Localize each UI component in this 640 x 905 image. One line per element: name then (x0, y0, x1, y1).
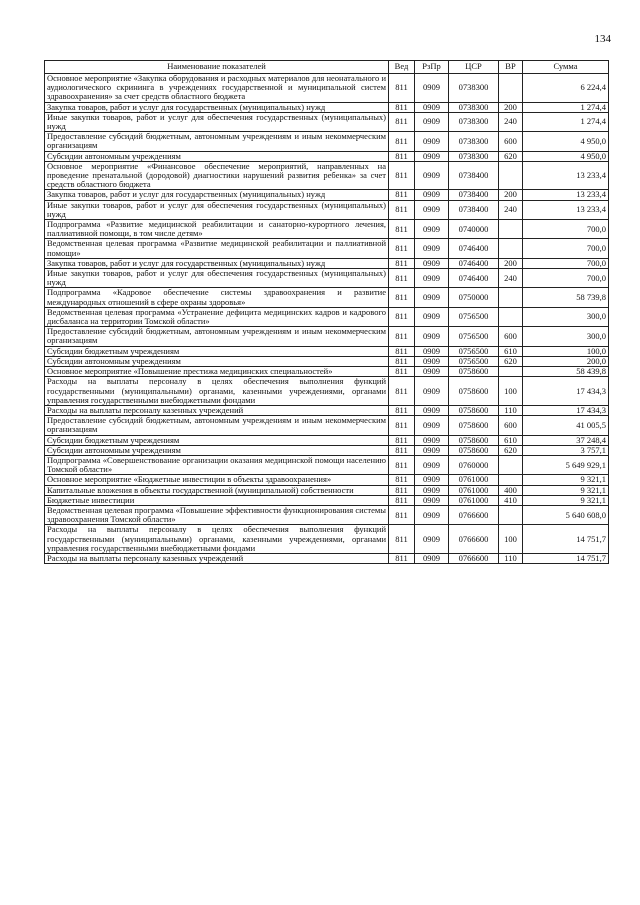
table-row (45, 367, 609, 377)
cell-name: Основное мероприятие «Повышение престижа медицинских специальностей» (45, 367, 389, 377)
cell-rzpr: 0909 (415, 405, 449, 415)
cell-name: Подпрограмма «Совершенствование организации оказания медицинской помощи населению Томской области» (45, 455, 389, 474)
cell-sum: 58 439,8 (523, 367, 609, 377)
cell-ved: 811 (389, 367, 415, 377)
cell-sum: 17 434,3 (523, 405, 609, 415)
cell-name: Иные закупки товаров, работ и услуг для обеспечения государственных (муниципальных) нужд (45, 112, 389, 131)
cell-vr: 620 (499, 151, 523, 161)
cell-rzpr: 0909 (415, 485, 449, 495)
cell-ved: 811 (389, 356, 415, 366)
table-row (45, 151, 609, 161)
cell-csr: 0738300 (449, 151, 499, 161)
cell-vr: 200 (499, 190, 523, 200)
cell-csr: 0758600 (449, 377, 499, 406)
cell-sum: 1 274,4 (523, 112, 609, 131)
cell-vr (499, 288, 523, 307)
cell-csr: 0761000 (449, 485, 499, 495)
cell-name: Подпрограмма «Кадровое обеспечение системы здравоохранения и развитие международных отношений в сфере охраны здоровья» (45, 288, 389, 307)
cell-rzpr: 0909 (415, 288, 449, 307)
cell-rzpr: 0909 (415, 239, 449, 258)
cell-vr: 620 (499, 445, 523, 455)
table-row (45, 132, 609, 151)
cell-ved: 811 (389, 377, 415, 406)
cell-rzpr: 0909 (415, 269, 449, 288)
cell-vr: 600 (499, 132, 523, 151)
header-vr: ВР (499, 61, 523, 74)
cell-csr: 0758600 (449, 445, 499, 455)
cell-sum: 13 233,4 (523, 190, 609, 200)
cell-vr: 110 (499, 553, 523, 563)
cell-ved: 811 (389, 220, 415, 239)
cell-csr: 0756500 (449, 346, 499, 356)
cell-sum: 300,0 (523, 307, 609, 326)
cell-vr: 410 (499, 495, 523, 505)
cell-name: Ведомственная целевая программа «Устранение дефицита медицинских кадров и кадрового дисбаланса на территории Томской области» (45, 307, 389, 326)
table-row (45, 112, 609, 131)
table-row (45, 416, 609, 435)
cell-ved: 811 (389, 327, 415, 346)
cell-vr (499, 239, 523, 258)
cell-name: Закупка товаров, работ и услуг для государственных (муниципальных) нужд (45, 102, 389, 112)
cell-csr: 0758600 (449, 416, 499, 435)
cell-name: Капитальные вложения в объекты государственной (муниципальной) собственности (45, 485, 389, 495)
cell-csr: 0750000 (449, 288, 499, 307)
cell-name: Субсидии автономным учреждениям (45, 445, 389, 455)
cell-name: Расходы на выплаты персоналу в целях обеспечения выполнения функций государственными (муниципальными) органами, казенными учреждениями, органами управления государственными внебюджетными фондами (45, 377, 389, 406)
cell-name: Субсидии автономным учреждениям (45, 356, 389, 366)
cell-sum: 14 751,7 (523, 553, 609, 563)
cell-ved: 811 (389, 416, 415, 435)
cell-csr: 0740000 (449, 220, 499, 239)
cell-csr: 0758600 (449, 367, 499, 377)
cell-sum: 13 233,4 (523, 200, 609, 219)
cell-rzpr: 0909 (415, 377, 449, 406)
cell-csr: 0766600 (449, 525, 499, 554)
cell-vr: 400 (499, 485, 523, 495)
cell-name: Иные закупки товаров, работ и услуг для обеспечения государственных (муниципальных) нужд (45, 200, 389, 219)
cell-sum: 9 321,1 (523, 495, 609, 505)
cell-csr: 0746400 (449, 269, 499, 288)
table-row (45, 495, 609, 505)
cell-vr: 600 (499, 416, 523, 435)
table-row (45, 307, 609, 326)
cell-sum: 14 751,7 (523, 525, 609, 554)
cell-rzpr: 0909 (415, 132, 449, 151)
cell-csr: 0756500 (449, 327, 499, 346)
cell-sum: 5 649 929,1 (523, 455, 609, 474)
header-ved: Вед (389, 61, 415, 74)
cell-ved: 811 (389, 445, 415, 455)
table-row (45, 525, 609, 554)
cell-name: Субсидии бюджетным учреждениям (45, 435, 389, 445)
cell-ved: 811 (389, 200, 415, 219)
cell-name: Расходы на выплаты персоналу казенных учреждений (45, 553, 389, 563)
cell-ved: 811 (389, 485, 415, 495)
table-row (45, 258, 609, 268)
header-rzpr: РзПр (415, 61, 449, 74)
cell-rzpr: 0909 (415, 151, 449, 161)
cell-csr: 0738300 (449, 74, 499, 103)
cell-rzpr: 0909 (415, 112, 449, 131)
cell-sum: 6 224,4 (523, 74, 609, 103)
cell-ved: 811 (389, 161, 415, 190)
cell-ved: 811 (389, 239, 415, 258)
header-name: Наименование показателей (45, 61, 389, 74)
cell-ved: 811 (389, 505, 415, 524)
table-row (45, 505, 609, 524)
cell-sum: 5 640 608,0 (523, 505, 609, 524)
cell-csr: 0761000 (449, 495, 499, 505)
table-row (45, 288, 609, 307)
cell-ved: 811 (389, 288, 415, 307)
cell-rzpr: 0909 (415, 258, 449, 268)
table-row (45, 475, 609, 485)
cell-vr: 240 (499, 200, 523, 219)
cell-name: Подпрограмма «Развитие медицинской реабилитации и санаторно-курортного лечения, паллиативной помощи, в том числе детям» (45, 220, 389, 239)
cell-rzpr: 0909 (415, 416, 449, 435)
cell-ved: 811 (389, 346, 415, 356)
cell-name: Закупка товаров, работ и услуг для государственных (муниципальных) нужд (45, 258, 389, 268)
table-row (45, 269, 609, 288)
cell-rzpr: 0909 (415, 346, 449, 356)
cell-sum: 700,0 (523, 220, 609, 239)
cell-name: Предоставление субсидий бюджетным, автономным учреждениям и иным некоммерческим организациям (45, 132, 389, 151)
cell-rzpr: 0909 (415, 356, 449, 366)
table-row (45, 455, 609, 474)
table-row (45, 346, 609, 356)
cell-sum: 17 434,3 (523, 377, 609, 406)
cell-name: Субсидии бюджетным учреждениям (45, 346, 389, 356)
cell-vr: 620 (499, 356, 523, 366)
cell-sum: 41 005,5 (523, 416, 609, 435)
cell-vr (499, 307, 523, 326)
table-row (45, 405, 609, 415)
cell-rzpr: 0909 (415, 74, 449, 103)
cell-rzpr: 0909 (415, 327, 449, 346)
cell-name: Расходы на выплаты персоналу казенных учреждений (45, 405, 389, 415)
cell-csr: 0766600 (449, 505, 499, 524)
cell-ved: 811 (389, 435, 415, 445)
cell-ved: 811 (389, 269, 415, 288)
cell-csr: 0761000 (449, 475, 499, 485)
header-csr: ЦСР (449, 61, 499, 74)
cell-name: Ведомственная целевая программа «Повышение эффективности функционирования системы здравоохранения Томской области» (45, 505, 389, 524)
cell-vr: 610 (499, 435, 523, 445)
cell-sum: 100,0 (523, 346, 609, 356)
table-row (45, 239, 609, 258)
cell-name: Ведомственная целевая программа «Развитие медицинской реабилитации и паллиативной помощи» (45, 239, 389, 258)
cell-rzpr: 0909 (415, 102, 449, 112)
cell-csr: 0746400 (449, 239, 499, 258)
cell-name: Основное мероприятие «Финансовое обеспечение мероприятий, направленных на проведение пренатальной (дородовой) диагностики нарушений развития ребенка» за счет средств областного бюджета (45, 161, 389, 190)
table-row (45, 74, 609, 103)
cell-ved: 811 (389, 307, 415, 326)
cell-vr (499, 367, 523, 377)
cell-vr (499, 220, 523, 239)
cell-rzpr: 0909 (415, 200, 449, 219)
header-sum: Сумма (523, 61, 609, 74)
cell-ved: 811 (389, 553, 415, 563)
cell-csr: 0758600 (449, 435, 499, 445)
cell-ved: 811 (389, 132, 415, 151)
cell-rzpr: 0909 (415, 445, 449, 455)
cell-rzpr: 0909 (415, 307, 449, 326)
cell-vr (499, 161, 523, 190)
cell-rzpr: 0909 (415, 455, 449, 474)
cell-ved: 811 (389, 405, 415, 415)
page-number: 134 (594, 33, 611, 45)
cell-ved: 811 (389, 112, 415, 131)
cell-sum: 700,0 (523, 239, 609, 258)
table-row (45, 377, 609, 406)
cell-csr: 0746400 (449, 258, 499, 268)
cell-name: Закупка товаров, работ и услуг для государственных (муниципальных) нужд (45, 190, 389, 200)
cell-name: Бюджетные инвестиции (45, 495, 389, 505)
cell-rzpr: 0909 (415, 475, 449, 485)
cell-name: Основное мероприятие «Закупка оборудования и расходных материалов для неонатального и аудиологического скрининга в учреждениях государственной и муниципальной систем здравоохранения» за счет средств областного бюджета (45, 74, 389, 103)
table-row (45, 445, 609, 455)
table-header-row (45, 61, 609, 74)
cell-csr: 0738400 (449, 190, 499, 200)
cell-vr: 200 (499, 102, 523, 112)
cell-rzpr: 0909 (415, 161, 449, 190)
cell-name: Основное мероприятие «Бюджетные инвестиции в объекты здравоохранения» (45, 475, 389, 485)
cell-sum: 9 321,1 (523, 475, 609, 485)
cell-rzpr: 0909 (415, 190, 449, 200)
cell-rzpr: 0909 (415, 367, 449, 377)
cell-csr: 0758600 (449, 405, 499, 415)
cell-ved: 811 (389, 74, 415, 103)
table-row (45, 200, 609, 219)
cell-ved: 811 (389, 475, 415, 485)
cell-rzpr: 0909 (415, 435, 449, 445)
cell-vr (499, 475, 523, 485)
cell-csr: 0766600 (449, 553, 499, 563)
table-row (45, 327, 609, 346)
cell-sum: 200,0 (523, 356, 609, 366)
cell-csr: 0738400 (449, 161, 499, 190)
cell-vr (499, 505, 523, 524)
cell-csr: 0738300 (449, 102, 499, 112)
table-row (45, 435, 609, 445)
cell-csr: 0756500 (449, 307, 499, 326)
cell-ved: 811 (389, 258, 415, 268)
cell-rzpr: 0909 (415, 220, 449, 239)
cell-name: Субсидии автономным учреждениям (45, 151, 389, 161)
cell-csr: 0738400 (449, 200, 499, 219)
cell-ved: 811 (389, 525, 415, 554)
cell-csr: 0756500 (449, 356, 499, 366)
cell-ved: 811 (389, 495, 415, 505)
cell-vr (499, 74, 523, 103)
cell-name: Предоставление субсидий бюджетным, автономным учреждениям и иным некоммерческим организациям (45, 416, 389, 435)
cell-rzpr: 0909 (415, 505, 449, 524)
budget-table (44, 60, 609, 564)
table-row (45, 485, 609, 495)
cell-sum: 700,0 (523, 269, 609, 288)
cell-vr: 240 (499, 112, 523, 131)
cell-name: Расходы на выплаты персоналу в целях обеспечения выполнения функций государственными (муниципальными) органами, казенными учреждениями, органами управления государственными внебюджетными фондами (45, 525, 389, 554)
cell-sum: 300,0 (523, 327, 609, 346)
table-row (45, 356, 609, 366)
cell-ved: 811 (389, 102, 415, 112)
cell-sum: 9 321,1 (523, 485, 609, 495)
table-row (45, 102, 609, 112)
cell-vr: 100 (499, 525, 523, 554)
cell-vr: 610 (499, 346, 523, 356)
cell-sum: 58 739,8 (523, 288, 609, 307)
table-row (45, 553, 609, 563)
cell-sum: 37 248,4 (523, 435, 609, 445)
cell-sum: 13 233,4 (523, 161, 609, 190)
cell-sum: 1 274,4 (523, 102, 609, 112)
cell-rzpr: 0909 (415, 525, 449, 554)
cell-ved: 811 (389, 190, 415, 200)
cell-vr: 100 (499, 377, 523, 406)
cell-name: Иные закупки товаров, работ и услуг для обеспечения государственных (муниципальных) нужд (45, 269, 389, 288)
cell-rzpr: 0909 (415, 495, 449, 505)
cell-csr: 0760000 (449, 455, 499, 474)
cell-vr: 240 (499, 269, 523, 288)
cell-vr: 200 (499, 258, 523, 268)
cell-sum: 3 757,1 (523, 445, 609, 455)
cell-sum: 4 950,0 (523, 151, 609, 161)
cell-vr (499, 455, 523, 474)
cell-rzpr: 0909 (415, 553, 449, 563)
cell-csr: 0738300 (449, 112, 499, 131)
cell-vr: 110 (499, 405, 523, 415)
cell-ved: 811 (389, 151, 415, 161)
table-row (45, 190, 609, 200)
table-row (45, 220, 609, 239)
cell-ved: 811 (389, 455, 415, 474)
cell-name: Предоставление субсидий бюджетным, автономным учреждениям и иным некоммерческим организациям (45, 327, 389, 346)
cell-csr: 0738300 (449, 132, 499, 151)
cell-vr: 600 (499, 327, 523, 346)
table-row (45, 161, 609, 190)
cell-sum: 4 950,0 (523, 132, 609, 151)
cell-sum: 700,0 (523, 258, 609, 268)
